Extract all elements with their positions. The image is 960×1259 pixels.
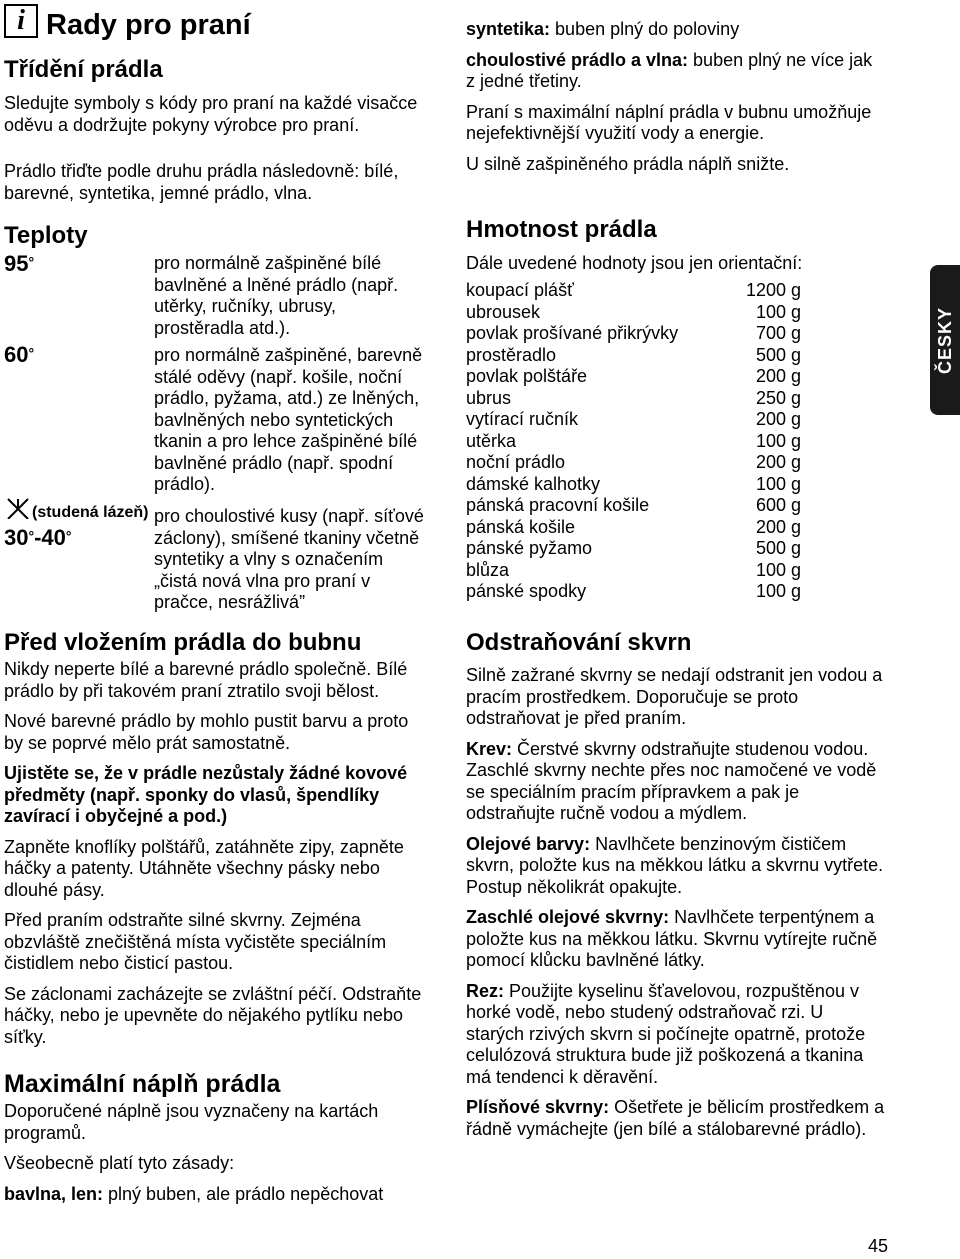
weight-row (466, 517, 801, 539)
weight-item: koupací plášť (466, 280, 574, 300)
weight-row (466, 495, 801, 517)
maxload-p3: Praní s maximální náplní prádla v bubnu umožňuje nejefektivnější využití vody a energie. (466, 101, 872, 143)
maxload-section-right (466, 19, 886, 175)
weight-value: 250 g (755, 387, 801, 408)
weight-value: 700 g (755, 323, 801, 343)
weight-row (466, 388, 801, 410)
before-p1: Nikdy neperte bílé a barevné prádlo společně. Bílé prádlo by při takovém praní ztratilo svoji bělost. (4, 659, 408, 701)
maxload-l3: choulostivé prádlo a vlna: buben plný ne více jak z jedné třetiny. (466, 49, 873, 91)
weight-value: 200 g (755, 452, 801, 472)
stain-rust: Rez: Použijte kyselinu šťavelovou, rozpuštěnou v horké vodě, nebo studený odstraňovač rzi. U starých rzivých skvrn si počínejte opatrně, protože celulózová struktura bude již poškozená a tkanina má tendenci k děravění. (466, 980, 866, 1087)
weight-row (466, 366, 801, 388)
stain-dried-oil: Zaschlé olejové skvrny: Navlhčete terpentýnem a položte kus na měkkou látku. Skvrnu vytírejte ručně pomocí klůcku bavlněné látky. (466, 907, 878, 970)
weight-item: pánská pracovní košile (466, 495, 650, 515)
weight-item: povlak prošívané přikrývky (466, 323, 679, 343)
page-title: Rady pro praní (46, 9, 251, 41)
cold-range-label: 30°-40° (4, 525, 72, 550)
temps-heading: Teploty (4, 222, 88, 249)
weight-value: 200 g (755, 516, 801, 537)
weight-row (466, 345, 801, 367)
cold-wash-desc: pro choulostivé kusy (např. síťové záclony), smíšené tkaniny včetně syntetiky a vlny s označením „čistá nová vlna pro praní v pračce, nesrážlivá” (154, 506, 424, 612)
maxload-l1: bavlna, len: plný buben, ale prádlo nepěchovat (4, 1183, 384, 1204)
stains-intro: Silně zažrané skvrny se nedají odstranit jen vodou a pracím prostředkem. Doporučuje se proto odstraňovat je před praním. (466, 665, 883, 728)
temp-95-desc: pro normálně zašpiněné bílé bavlněné a lněné prádlo (např. utěrky, ručníky, ubrusy, prostěradla atd.). (154, 253, 399, 338)
weight-value: 200 g (755, 366, 801, 386)
temp-60-label: 60° (4, 342, 35, 367)
cold-water-asterisk-icon (4, 497, 32, 519)
weight-row (466, 538, 801, 560)
sorting-heading: Třídění prádla (4, 56, 163, 83)
weight-item: dámské kalhotky (466, 473, 601, 494)
weight-value: 100 g (755, 473, 801, 494)
weight-value: 500 g (755, 538, 801, 558)
language-tab: ČESKY (930, 265, 960, 415)
stain-mould: Plísňové skvrny: Ošetřete je bělicím prostředkem a řádně vymáchejte (jen bílé a stálobarevné prádlo). (466, 1097, 885, 1139)
before-p3: Ujistěte se, že v prádle nezůstaly žádné kovové předměty (např. sponky do vlasů, špendlíky zavírací i obyčejné a pod.) (4, 763, 408, 826)
weight-value: 500 g (755, 344, 801, 365)
weight-value: 1200 g (745, 280, 801, 300)
weight-row (466, 409, 801, 431)
weight-value: 200 g (755, 409, 801, 429)
weight-item: vytírací ručník (466, 409, 579, 429)
stain-oil-paint: Olejové barvy: Navlhčete benzinovým čističem skvrn, položte kus na měkkou látku a skvrnu vytřete. Postup několikrát opakujte. (466, 833, 884, 897)
before-section (4, 659, 424, 1048)
weight-item: pánská košile (466, 516, 576, 537)
before-p2: Nové barevné prádlo by mohlo pustit barvu a proto by se poprvé mělo prát samostatně. (4, 711, 409, 753)
weight-value: 600 g (755, 495, 801, 515)
weight-item: ubrousek (466, 301, 541, 322)
weight-item: pánské pyžamo (466, 538, 593, 558)
weight-row (466, 474, 801, 496)
weights-table (466, 280, 801, 603)
weight-row (466, 452, 801, 474)
weight-value: 100 g (755, 581, 801, 601)
weight-item: povlak polštáře (466, 366, 588, 386)
maxload-section-left (4, 1101, 424, 1205)
weight-item: utěrka (466, 430, 517, 451)
weight-row (466, 581, 801, 603)
sorting-p1: Sledujte symboly s kódy pro praní na každé visačce oděvu a dodržujte pokyny výrobce pro praní. (4, 93, 418, 135)
stains-heading: Odstraňování skvrn (466, 629, 692, 656)
weight-row (466, 323, 801, 345)
maxload-p2: Všeobecně platí tyto zásady: (4, 1153, 235, 1173)
weight-row (466, 280, 801, 302)
weight-item: blůza (466, 559, 510, 580)
weight-row (466, 560, 801, 582)
before-p5: Před praním odstraňte silné skvrny. Zejména obzvláště znečištěná místa vyčistěte speciálním čistidlem nebo čisticí pastou. (4, 910, 387, 973)
before-p4: Zapněte knoflíky polštářů, zatáhněte zipy, zapněte háčky a patenty. Utáhněte všechny pásky nebo dlouhé pásy. (4, 836, 404, 900)
weight-value: 100 g (755, 430, 801, 451)
weights-heading: Hmotnost prádla (466, 216, 657, 243)
weight-item: ubrus (466, 387, 512, 408)
page-number: 45 (867, 1236, 888, 1256)
temp-95-label: 95° (4, 251, 35, 276)
maxload-p4: U silně zašpiněného prádla náplň snižte. (466, 153, 790, 174)
temp-60-desc: pro normálně zašpiněné, barevně stálé oděvy (např. košile, noční prádlo, pyžama, atd.) ze lněných, bavlněných nebo syntetických tkanin a pro lehce zašpiněné bílé bavlněné prádlo (např. spodní prádlo). (154, 345, 423, 494)
weight-item: noční prádlo (466, 452, 566, 472)
maxload-l2: syntetika: buben plný do poloviny (466, 19, 740, 39)
stains-section (466, 665, 886, 1140)
sorting-p2: Prádlo třiďte podle druhu prádla následovně: bílé, barevné, syntetika, jemné prádlo, vlna. (4, 161, 399, 203)
before-heading: Před vložením prádla do bubnu (4, 629, 362, 656)
weight-row (466, 431, 801, 453)
weight-value: 100 g (755, 301, 801, 322)
cold-wash-label: (studená lázeň) (4, 497, 148, 523)
weight-row (466, 302, 801, 324)
maxload-p1: Doporučené náplně jsou vyznačeny na kartách programů. (4, 1101, 379, 1143)
weight-item: pánské spodky (466, 581, 587, 601)
weight-value: 100 g (755, 559, 801, 580)
maxload-heading: Maximální náplň prádla (4, 1070, 281, 1098)
weights-intro: Dále uvedené hodnoty jsou jen orientační: (466, 253, 803, 273)
info-icon: i (4, 4, 38, 38)
before-p6: Se záclonami zacházejte se zvláštní péčí. Odstraňte háčky, nebo je upevněte do nějakého pytlíku nebo síťky. (4, 983, 422, 1047)
stain-blood: Krev: Čerstvé skvrny odstraňujte studenou vodou. Zaschlé skvrny nechte přes noc namočené ve vodě se speciálním pracím přípravkem a pak je odstraňujte ručně vodou a mýdlem. (466, 738, 877, 823)
weight-item: prostěradlo (466, 344, 557, 365)
